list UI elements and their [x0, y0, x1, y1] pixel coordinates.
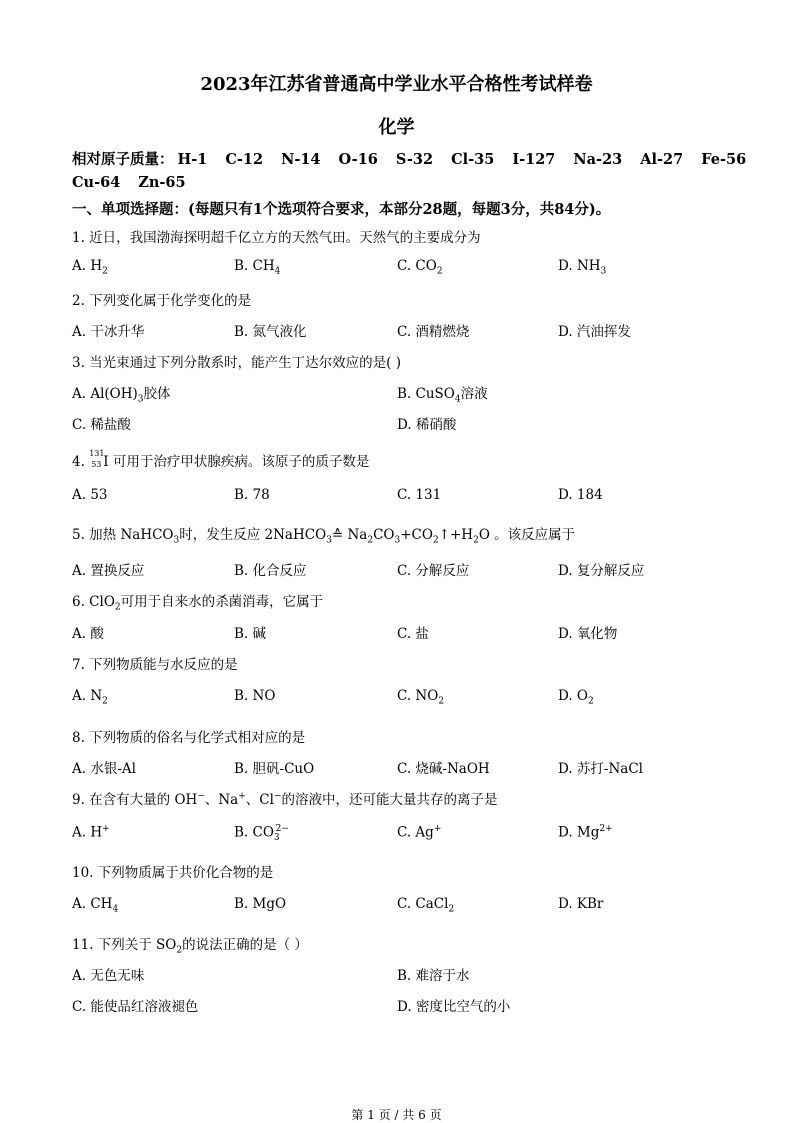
q1-option-b: B. $CH_4$	[234, 258, 281, 277]
q5-option-d: D. 复分解反应	[558, 563, 645, 579]
q10-option-d: D. KBr	[558, 896, 604, 912]
mass-item: I-127	[512, 151, 556, 168]
q10-option-c: C. CaCl$_2$	[397, 896, 455, 915]
q4-option-d: D. 184	[558, 487, 603, 503]
mass-item: H-1	[177, 151, 208, 168]
q9-option-d: D. $Mg^{2+}$	[558, 824, 613, 841]
q6-option-c: C. 盐	[397, 626, 429, 642]
q7-option-d: D. $O_2$	[558, 688, 594, 707]
q2-option-c: C. 酒精燃烧	[397, 324, 470, 340]
q2-option-a: A. 干冰升华	[72, 324, 145, 340]
iodine-isotope-notation: 131 53	[89, 449, 105, 469]
question-10-stem: 10. 下列物质属于共价化合物的是	[72, 865, 274, 881]
q2-option-b: B. 氮气液化	[234, 324, 307, 340]
mass-item: Zn-65	[138, 174, 186, 191]
mass-item: C-12	[225, 151, 264, 168]
q8-option-c: C. 烧碱-NaOH	[397, 761, 490, 777]
q9-option-b: B. $CO_3^{2-}$	[234, 824, 289, 844]
mass-item: Na-23	[573, 151, 623, 168]
q6-option-b: B. 碱	[234, 626, 267, 642]
mass-item: Cl-35	[451, 151, 495, 168]
question-9-stem: 9. 在含有大量的 OH−、Na+、Cl−的溶液中，还可能大量共存的离子是	[72, 791, 498, 808]
mass-item: Fe-56	[701, 151, 747, 168]
q1-option-d: D. $NH_3$	[558, 258, 607, 277]
q3-option-c: C. 稀盐酸	[72, 417, 131, 433]
q4-option-a: A. 53	[72, 487, 108, 503]
exam-title: 2023年江苏省普通高中学业水平合格性考试样卷	[200, 74, 593, 95]
q7-option-a: A. $N_2$	[72, 688, 108, 707]
question-8-stem: 8. 下列物质的俗名与化学式相对应的是	[72, 730, 306, 746]
q4-option-b: B. 78	[234, 487, 270, 503]
mass-item: S-32	[395, 151, 434, 168]
q5-option-b: B. 化合反应	[234, 563, 307, 579]
q1-option-c: C. $CO_2$	[397, 258, 443, 277]
q3-option-a: A. $Al(OH)_3$胶体	[72, 386, 171, 405]
q11-option-a: A. 无色无味	[72, 968, 145, 984]
mass-item: O-16	[338, 151, 378, 168]
atomic-masses-line-1	[72, 148, 746, 169]
question-4-stem: 4. 131 53 I 可用于治疗甲状腺疾病。该原子的质子数是	[72, 449, 370, 470]
q8-option-b: B. 胆矾-CuO	[234, 761, 315, 777]
atomic-masses-label: 相对原子质量：	[72, 151, 174, 168]
q5-option-c: C. 分解反应	[397, 563, 470, 579]
q10-option-b: B. MgO	[234, 896, 287, 912]
question-5-stem: 5. 加热 NaHCO$_3$时，发生反应 2NaHCO$_3$≙ $Na_2CO_3+CO_2↑+H_2O$ 。该反应属于	[72, 527, 576, 546]
section-heading: 一、单项选择题：(每题只有1个选项符合要求，本部分28题，每题3分，共84分)。	[72, 201, 611, 218]
question-11-stem: 11. 下列关于 $SO_2$的说法正确的是（ ）	[72, 937, 308, 956]
q11-option-b: B. 难溶于水	[397, 968, 470, 984]
q9-option-c: C. Ag+	[397, 824, 442, 841]
q3-option-d: D. 稀硝酸	[397, 417, 457, 433]
q9-option-a: A. H+	[72, 824, 110, 841]
q4-option-c: C. 131	[397, 487, 442, 503]
q5-option-a: A. 置换反应	[72, 563, 145, 579]
question-1-stem: 1. 近日，我国渤海探明超千亿立方的天然气田。天然气的主要成分为	[72, 230, 481, 246]
q1-option-a: A. $H_2$	[72, 258, 108, 277]
question-3-stem: 3. 当光束通过下列分散系时，能产生丁达尔效应的是( )	[72, 355, 401, 371]
subject-title: 化学	[378, 117, 415, 138]
atomic-masses-line-2	[72, 174, 204, 191]
question-7-stem: 7. 下列物质能与水反应的是	[72, 657, 238, 673]
mass-item: Al-27	[640, 151, 684, 168]
q10-option-a: A. $CH_4$	[72, 896, 119, 915]
q6-option-a: A. 酸	[72, 626, 104, 642]
question-6-stem: 6. ClO$_2$可用于自来水的杀菌消毒，它属于	[72, 594, 324, 613]
q11-option-d: D. 密度比空气的小	[397, 999, 511, 1015]
mass-item: N-14	[281, 151, 321, 168]
page-footer: 第 1 页 / 共 6 页	[351, 1108, 442, 1122]
q8-option-a: A. 水银-Al	[72, 761, 136, 777]
q7-option-b: B. NO	[234, 688, 276, 704]
q7-option-c: C. $NO_2$	[397, 688, 445, 707]
q8-option-d: D. 苏打-NaCl	[558, 761, 643, 777]
q11-option-c: C. 能使品红溶液褪色	[72, 999, 199, 1015]
q2-option-d: D. 汽油挥发	[558, 324, 631, 340]
mass-item: Cu-64	[72, 174, 121, 191]
q3-option-b: B. CuSO$_4$溶液	[397, 386, 488, 405]
question-2-stem: 2. 下列变化属于化学变化的是	[72, 293, 252, 309]
q6-option-d: D. 氧化物	[558, 626, 618, 642]
